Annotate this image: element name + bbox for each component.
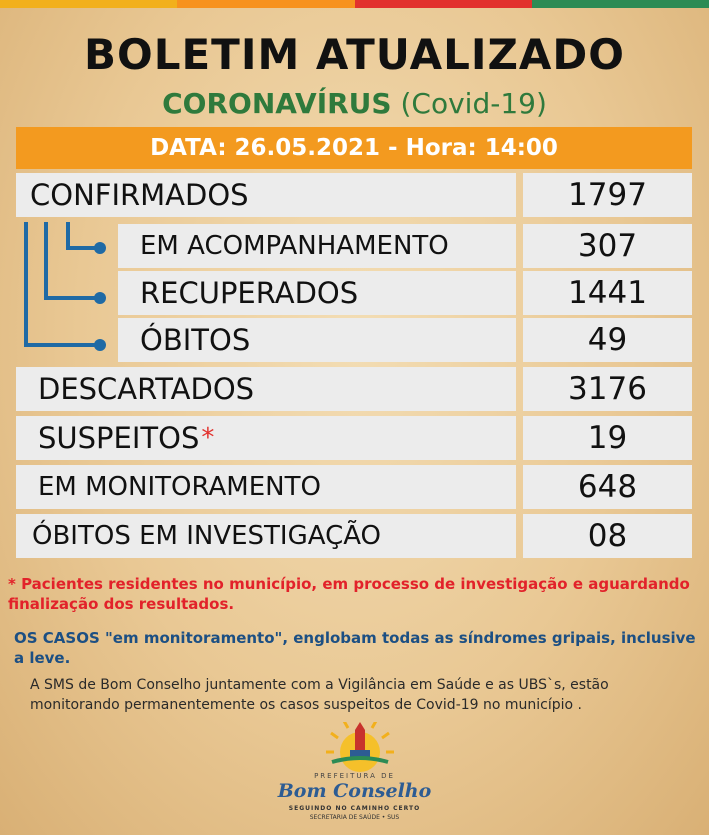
logo-tagline: SEGUINDO NO CAMINHO CERTO (288, 805, 421, 812)
row-label-wrap: SUSPEITOS * (16, 416, 516, 460)
subtitle-main: CORONAVÍRUS (162, 87, 392, 120)
date-bar: DATA: 26.05.2021 - Hora: 14:00 (16, 127, 692, 169)
row-label: ÓBITOS EM INVESTIGAÇÃO (16, 514, 516, 558)
row-label: DESCARTADOS (16, 367, 516, 411)
row-confirmados (16, 173, 692, 217)
footnote-asterisk: * Pacientes residentes no município, em processo de investigação e aguardando finalização dos resultados. (8, 575, 690, 613)
footnote-sms: A SMS de Bom Conselho juntamente com a Vigilância em Saúde e as UBS`s, estão monitorando permanentemente os casos suspeitos de Covid-19 no município . (30, 677, 609, 713)
row-suspeitos (16, 416, 692, 460)
row-label: CONFIRMADOS (16, 173, 516, 217)
row-em-acompanhamento (16, 224, 692, 268)
logo-prefix: PREFEITURA DE (314, 772, 395, 780)
row-value: 648 (523, 465, 692, 509)
footnote-monitoramento: OS CASOS "em monitoramento", englobam todas as síndromes gripais, inclusive a leve. (14, 629, 696, 667)
row-label: EM ACOMPANHAMENTO (118, 224, 516, 268)
row-value: 3176 (523, 367, 692, 411)
row-value: 49 (523, 318, 692, 362)
logo-secretaria: SECRETARIA DE SAÚDE • SUS (309, 814, 400, 821)
row-value: 307 (523, 224, 692, 268)
page-title: BOLETIM ATUALIZADO (84, 30, 625, 79)
row-value: 1797 (523, 173, 692, 217)
row-label: EM MONITORAMENTO (16, 465, 516, 509)
row-value: 08 (523, 514, 692, 558)
row-label: SUSPEITOS (38, 421, 200, 455)
page-subtitle (0, 87, 709, 120)
logo-name: Bom Conselho (277, 780, 432, 802)
row-value: 1441 (523, 271, 692, 315)
subtitle-paren: (Covid-19) (400, 87, 547, 120)
row-value: 19 (523, 416, 692, 460)
row-recuperados (16, 271, 692, 315)
row-label: RECUPERADOS (118, 271, 516, 315)
top-color-stripe (0, 0, 709, 8)
row-descartados (16, 367, 692, 411)
row-obitos (16, 318, 692, 362)
row-label: ÓBITOS (118, 318, 516, 362)
row-obitos-investigacao (16, 514, 692, 558)
row-em-monitoramento (16, 465, 692, 509)
